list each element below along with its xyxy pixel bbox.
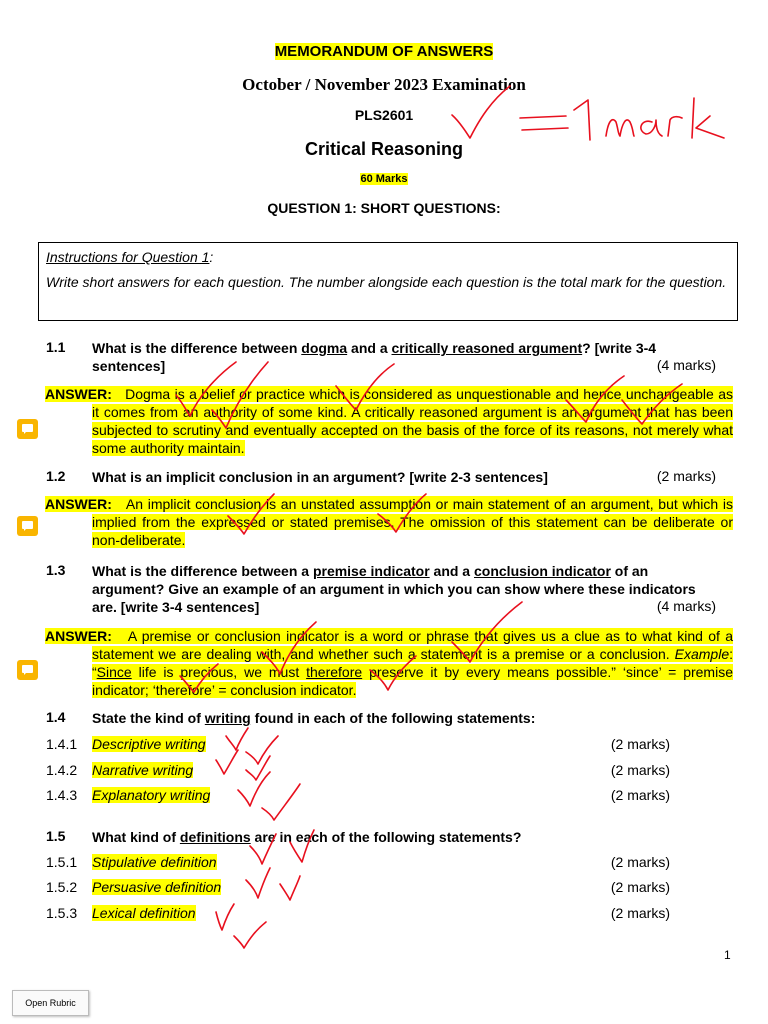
question-number: 1.1	[46, 339, 66, 355]
sub-answer: Lexical definition	[92, 905, 196, 921]
question-number: 1.4	[46, 709, 66, 725]
question-1-2: What is an implicit conclusion in an argument? [write 2-3 sentences]	[92, 469, 548, 485]
sub-question-number: 1.5.2	[46, 879, 78, 895]
question-1-5: What kind of definitions are in each of the following statements?	[92, 829, 522, 845]
question-1-1: What is the difference between dogma and a critically reasoned argument? [write 3-4 sentences]	[92, 340, 657, 374]
module-name: Critical Reasoning	[304, 139, 464, 159]
sub-marks: (2 marks)	[610, 787, 670, 803]
question-1-heading: QUESTION 1: SHORT QUESTIONS:	[267, 200, 501, 216]
instructions-heading: Instructions for Question 1	[46, 249, 210, 265]
memo-title: MEMORANDUM OF ANSWERS	[274, 43, 494, 60]
sub-answer: Descriptive writing	[92, 736, 206, 752]
question-number: 1.5	[46, 828, 66, 844]
comment-icon[interactable]	[17, 660, 38, 680]
instructions-text: Write short answers for each question. The number alongside each question is the total mark for the question.	[46, 274, 727, 290]
page-number: 1	[724, 948, 731, 962]
question-marks: (4 marks)	[656, 357, 716, 373]
total-marks: 60 Marks	[360, 173, 408, 185]
open-rubric-button[interactable]: Open Rubric	[12, 990, 89, 1016]
comment-icon[interactable]	[17, 516, 38, 536]
sub-marks: (2 marks)	[610, 879, 670, 895]
question-marks: (2 marks)	[656, 468, 716, 484]
sub-question-number: 1.5.3	[46, 905, 78, 921]
comment-icon[interactable]	[17, 419, 38, 439]
sub-answer: Narrative writing	[92, 762, 194, 778]
answer-1-3: ANSWER: A premise or conclusion indicator is a word or phrase that gives us a clue as to what kind of a statement we are dealing with, and whether such a statement is a premise or a conclusion. Example: “Since life is precious, we must therefore preserve it by every means possible.” ‘since’ = premise indicator; ‘therefore’ = conclusion indicator.	[45, 628, 733, 698]
sub-marks: (2 marks)	[610, 854, 670, 870]
question-number: 1.3	[46, 562, 66, 578]
module-code: PLS2601	[354, 107, 414, 123]
sub-answer: Persuasive definition	[92, 879, 222, 895]
answer-1-1: ANSWER: Dogma is a belief or practice which is considered as unquestionable and hence unchangeable as it comes from an authority of some kind. A critically reasoned argument is an argument that has been subjected to scrutiny and eventually accepted on the basis of the force of its reasons, not merely what some authority maintain.	[45, 386, 733, 456]
sub-answer: Stipulative definition	[92, 854, 217, 870]
question-1-4: State the kind of writing found in each of the following statements:	[92, 710, 536, 726]
sub-question-number: 1.4.2	[46, 762, 78, 778]
answer-1-2: ANSWER: An implicit conclusion is an unstated assumption or main statement of an argument, but which is implied from the expressed or stated premises. The omission of this statement can be deliberate or non-deliberate.	[45, 496, 733, 548]
sub-answer: Explanatory writing	[92, 787, 211, 803]
question-number: 1.2	[46, 468, 66, 484]
sub-marks: (2 marks)	[610, 762, 670, 778]
sub-question-number: 1.4.3	[46, 787, 78, 803]
exam-session: October / November 2023 Examination	[242, 75, 526, 94]
sub-marks: (2 marks)	[610, 905, 670, 921]
instructions-box: Instructions for Question 1: Write short answers for each question. The number alongside each question is the total mark for the question.	[38, 242, 738, 321]
question-marks: (4 marks)	[656, 598, 716, 614]
sub-marks: (2 marks)	[610, 736, 670, 752]
sub-question-number: 1.4.1	[46, 736, 78, 752]
question-1-3: What is the difference between a premise indicator and a conclusion indicator of an argument? Give an example of an argument in which you can show where these indicators are. [write 3-4 sentences]	[92, 563, 696, 615]
sub-question-number: 1.5.1	[46, 854, 78, 870]
